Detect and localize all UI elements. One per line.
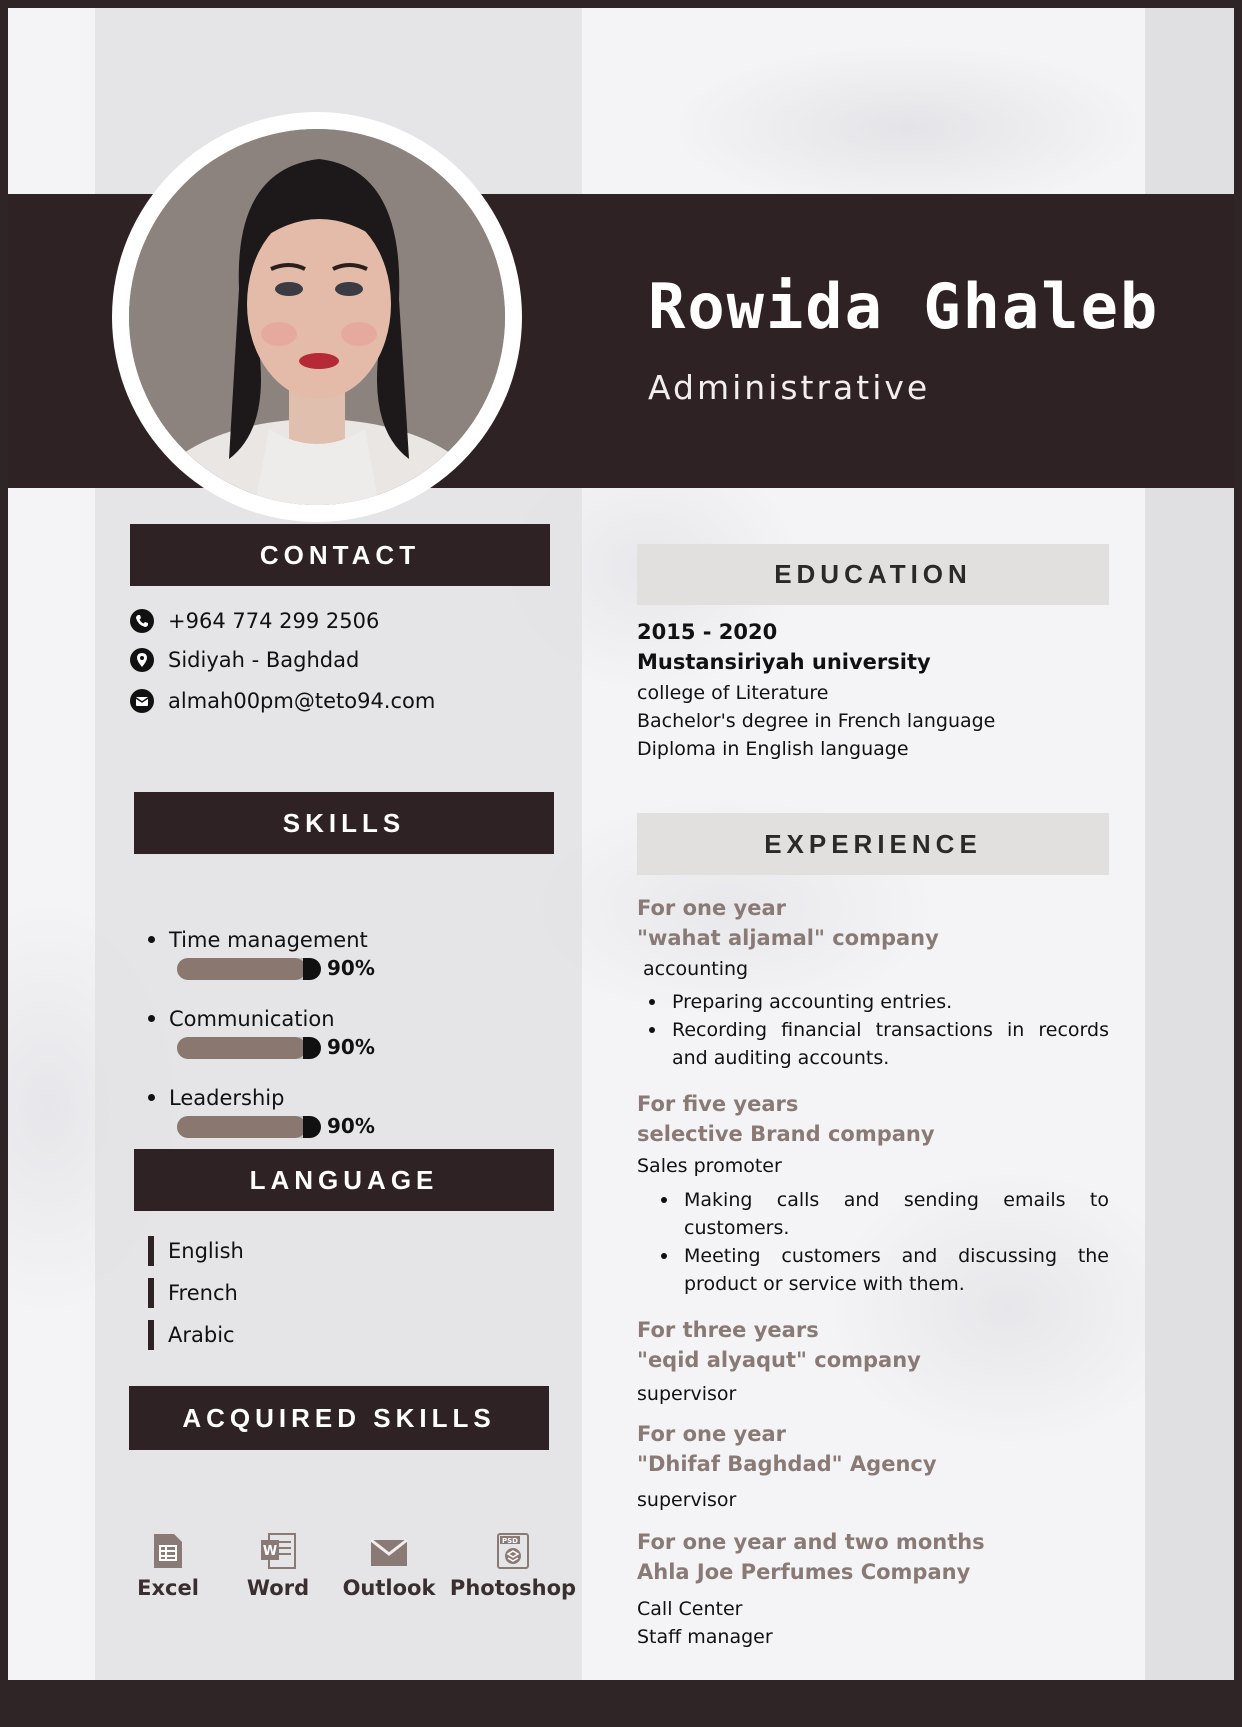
skill-percent: 90% [327, 956, 375, 980]
skill-progress-fill [177, 958, 306, 980]
skill-label: Leadership [169, 1086, 285, 1110]
language-item [148, 1236, 244, 1266]
skill-label: Time management [169, 928, 368, 952]
person-role: Administrative [648, 368, 931, 407]
tool-word [228, 1532, 328, 1600]
job-duration: For five years [637, 1092, 799, 1116]
svg-text:PSD: PSD [502, 1537, 518, 1545]
skill-percent: 90% [327, 1035, 375, 1059]
skill-item [148, 1007, 335, 1031]
job-bullet-text: Meeting customers and discussing the product or service with them. [684, 1245, 1109, 1295]
language-item [148, 1320, 235, 1350]
phone-icon [130, 609, 154, 633]
contact-heading: CONTACT [130, 524, 550, 586]
language-item [148, 1278, 238, 1308]
job-duration: For three years [637, 1318, 819, 1342]
location-text: Sidiyah - Baghdad [168, 648, 360, 672]
bullet-dot [148, 1015, 155, 1022]
education-line: college of Literature [637, 682, 829, 704]
tool-outlook [339, 1532, 439, 1600]
job-company: "eqid alyaqut" company [637, 1348, 921, 1372]
acquired-skills-heading: ACQUIRED SKILLS [129, 1386, 549, 1450]
language-marker [148, 1320, 154, 1350]
job-position: accounting [643, 958, 749, 980]
job-position: supervisor [637, 1489, 737, 1511]
bullet-dot [649, 1027, 655, 1033]
education-years: 2015 - 2020 [637, 620, 778, 644]
profile-photo [129, 129, 505, 505]
email-icon [130, 689, 154, 713]
footer-band [0, 1680, 1242, 1727]
language-label: French [168, 1281, 238, 1305]
tool-label: Excel [137, 1576, 199, 1600]
language-label: English [168, 1239, 244, 1263]
tool-excel [118, 1532, 218, 1600]
job-company: "wahat aljamal" company [637, 926, 939, 950]
education-school: Mustansiriyah university [637, 650, 931, 674]
spreadsheet-icon [152, 1532, 184, 1570]
job-duration: For one year and two months [637, 1530, 985, 1554]
education-line: Diploma in English language [637, 738, 909, 760]
experience-heading: EXPERIENCE [637, 813, 1109, 875]
skill-label: Communication [169, 1007, 335, 1031]
job-bullet-text: Preparing accounting entries. [672, 991, 953, 1013]
bullet-dot [649, 999, 655, 1005]
skill-progress-bar [177, 1037, 320, 1059]
email-address[interactable]: almah00pm@teto94.com [168, 689, 436, 713]
job-company: "Dhifaf Baghdad" Agency [637, 1452, 937, 1476]
skill-progress-bar [177, 1116, 320, 1138]
phone-number[interactable]: +964 774 299 2506 [168, 609, 380, 633]
resume-page [8, 8, 1234, 1680]
skill-percent: 90% [327, 1114, 375, 1138]
job-bullet [649, 988, 1109, 1016]
tool-label: Photoshop [449, 1576, 577, 1600]
skills-heading: SKILLS [134, 792, 554, 854]
svg-text:W: W [262, 1544, 278, 1559]
language-marker [148, 1278, 154, 1308]
job-bullet [649, 1016, 1109, 1072]
contact-email [130, 684, 435, 718]
person-name: Rowida Ghaleb [648, 270, 1160, 343]
education-heading: EDUCATION [637, 544, 1109, 605]
bullet-dot [661, 1197, 667, 1203]
job-position: supervisor [637, 1383, 737, 1405]
job-duration: For one year [637, 1422, 786, 1446]
job-bullet-text: Recording financial transactions in records and auditing accounts. [672, 1019, 1109, 1069]
skill-progress-fill [177, 1116, 306, 1138]
job-position: Call Center [637, 1598, 743, 1620]
language-heading: LANGUAGE [134, 1149, 554, 1211]
psd-file-icon [496, 1532, 530, 1570]
education-line: Bachelor's degree in French language [637, 710, 996, 732]
job-bullet-text: Making calls and sending emails to customers. [684, 1189, 1109, 1239]
job-company: Ahla Joe Perfumes Company [637, 1560, 971, 1584]
skill-progress-fill [177, 1037, 306, 1059]
envelope-icon [369, 1532, 409, 1570]
tool-photoshop [448, 1532, 578, 1600]
location-pin-icon [130, 648, 154, 672]
word-document-icon [259, 1532, 297, 1570]
language-label: Arabic [168, 1323, 235, 1347]
job-company: selective Brand company [637, 1122, 935, 1146]
tool-label: Outlook [342, 1576, 436, 1600]
job-bullet [661, 1242, 1109, 1298]
language-marker [148, 1236, 154, 1266]
job-position: Sales promoter [637, 1155, 782, 1177]
tool-label: Word [246, 1576, 310, 1600]
job-position-secondary: Staff manager [637, 1626, 773, 1648]
bullet-dot [148, 936, 155, 943]
job-duration: For one year [637, 896, 786, 920]
contact-location [130, 643, 359, 677]
skill-item [148, 928, 368, 952]
bullet-dot [148, 1094, 155, 1101]
skill-item [148, 1086, 284, 1110]
job-bullet [661, 1186, 1109, 1242]
contact-phone [130, 604, 379, 638]
bullet-dot [661, 1253, 667, 1259]
skill-progress-bar [177, 958, 320, 980]
